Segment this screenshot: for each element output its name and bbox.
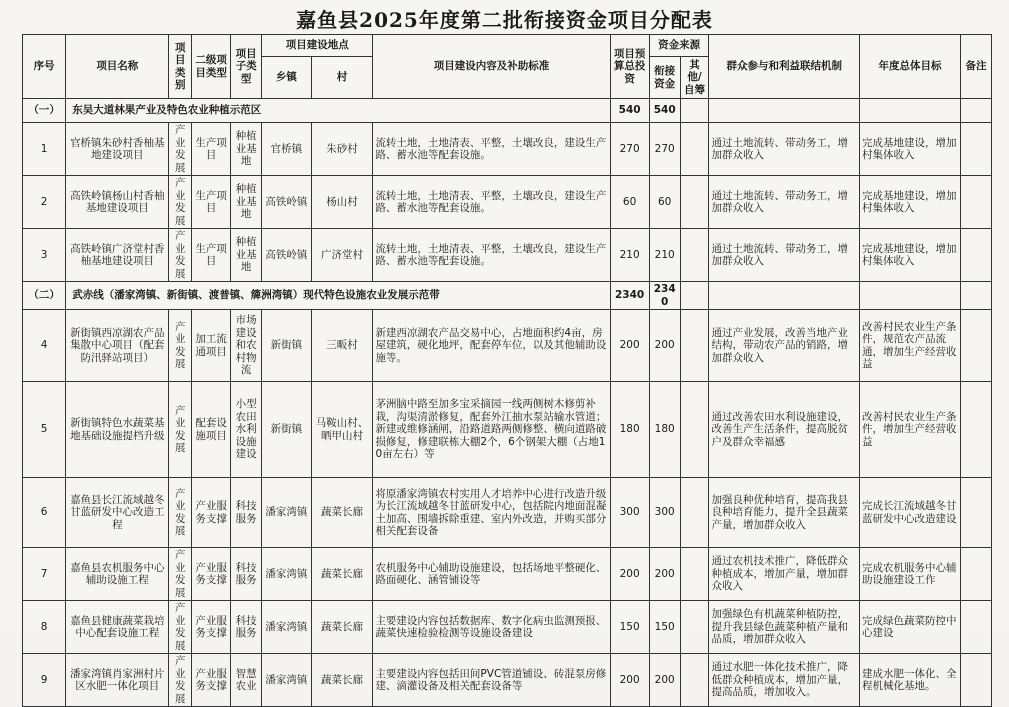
row-village: 朱砂村 bbox=[311, 123, 373, 176]
section-label: （一） bbox=[23, 99, 66, 123]
section-mechanism bbox=[709, 282, 860, 310]
row-town: 潘家湾镇 bbox=[262, 601, 311, 654]
row-subtype: 种植业基地 bbox=[231, 123, 262, 176]
row-type: 产业发展 bbox=[169, 478, 192, 548]
row-project-name: 新街镇特色水蔬菜基地基础设施提档升级 bbox=[66, 382, 169, 478]
section-goal bbox=[859, 282, 960, 310]
row-village: 杨山村 bbox=[311, 176, 373, 229]
row-fund: 200 bbox=[649, 548, 680, 601]
row-budget: 200 bbox=[610, 310, 649, 382]
header-mechanism: 群众参与和利益联结机制 bbox=[709, 35, 860, 99]
row-mechanism: 加强绿色有机蔬菜种植防控，提升我县绿色蔬菜种植产量和品质，增加群众收入 bbox=[709, 601, 860, 654]
row-type: 产业发展 bbox=[169, 123, 192, 176]
row-mechanism: 通过水肥一体化技术推广，降低群众种植成本，增加产量，提高品质，增加收入。 bbox=[709, 654, 860, 707]
row-project-name: 高铁岭镇杨山村香柚基地建设项目 bbox=[66, 176, 169, 229]
document-title: 嘉鱼县2025年度第二批衔接资金项目分配表 bbox=[296, 8, 713, 32]
row-project-name: 高铁岭镇广济堂村香柚基地建设项目 bbox=[66, 229, 169, 282]
header-funding: 资金来源 bbox=[649, 35, 709, 57]
section-goal bbox=[859, 99, 960, 123]
row-type: 产业发展 bbox=[169, 310, 192, 382]
row-town: 新街镇 bbox=[262, 382, 311, 478]
row-note bbox=[961, 548, 992, 601]
row-fund-other bbox=[680, 654, 709, 707]
section-budget: 2340 bbox=[610, 282, 649, 310]
row-mechanism: 通过农机技术推广，降低群众种植成本，增加产量，增加群众收入 bbox=[709, 548, 860, 601]
row-subtype2: 产业服务支撑 bbox=[192, 478, 231, 548]
row-seq: 1 bbox=[23, 123, 66, 176]
table-row bbox=[23, 176, 992, 229]
row-town: 高铁岭镇 bbox=[262, 229, 311, 282]
row-mechanism: 通过土地流转、带动务工，增加群众收入 bbox=[709, 229, 860, 282]
row-fund: 180 bbox=[649, 382, 680, 478]
row-village: 蔬菜长廊 bbox=[311, 654, 373, 707]
row-type: 产业发展 bbox=[169, 548, 192, 601]
row-note bbox=[961, 382, 992, 478]
row-type: 产业发展 bbox=[169, 654, 192, 707]
row-fund: 210 bbox=[649, 229, 680, 282]
row-fund: 300 bbox=[649, 478, 680, 548]
row-content: 流转土地，土地清表、平整，土壤改良，建设生产路、蓄水池等配套设施。 bbox=[373, 229, 610, 282]
row-note bbox=[961, 123, 992, 176]
row-fund-other bbox=[680, 382, 709, 478]
row-subtype: 科技服务 bbox=[231, 548, 262, 601]
row-fund-other bbox=[680, 548, 709, 601]
row-fund: 270 bbox=[649, 123, 680, 176]
row-project-name: 嘉鱼县农机服务中心辅助设施工程 bbox=[66, 548, 169, 601]
section-budget: 540 bbox=[610, 99, 649, 123]
row-subtype2: 产业服务支撑 bbox=[192, 654, 231, 707]
row-budget: 150 bbox=[610, 601, 649, 654]
header-type: 项目类别 bbox=[169, 35, 192, 99]
section-fund-other bbox=[680, 99, 709, 123]
row-goal: 完成基地建设，增加村集体收入 bbox=[859, 123, 960, 176]
header-budget: 项目预算总投资 bbox=[610, 35, 649, 99]
row-note bbox=[961, 654, 992, 707]
row-subtype2: 配套设施项目 bbox=[192, 382, 231, 478]
row-note bbox=[961, 176, 992, 229]
header-note: 备注 bbox=[961, 35, 992, 99]
row-fund: 150 bbox=[649, 601, 680, 654]
section-note bbox=[961, 99, 992, 123]
row-type: 产业发展 bbox=[169, 229, 192, 282]
section-row bbox=[23, 99, 992, 123]
row-mechanism: 通过产业发展，改善当地产业结构，带动农产品的销路，增加群众收入 bbox=[709, 310, 860, 382]
row-subtype: 科技服务 bbox=[231, 601, 262, 654]
header-subtype: 项目子类型 bbox=[231, 35, 262, 99]
table-row bbox=[23, 382, 992, 478]
table-row bbox=[23, 478, 992, 548]
row-subtype2: 生产项目 bbox=[192, 123, 231, 176]
section-mechanism bbox=[709, 99, 860, 123]
row-mechanism: 通过土地流转、带动务工，增加群众收入 bbox=[709, 123, 860, 176]
row-goal: 完成基地建设，增加村集体收入 bbox=[859, 229, 960, 282]
row-village: 蔬菜长廊 bbox=[311, 478, 373, 548]
row-content: 将原潘家湾镇农村实用人才培养中心进行改造升级为长江流域越冬甘蓝研发中心，包括院内地面混凝土加高、围墙拆除重建、室内外改造，并购买部分相关配套设备 bbox=[373, 478, 610, 548]
header-location: 项目建设地点 bbox=[262, 35, 373, 57]
section-label: （二） bbox=[23, 282, 66, 310]
row-fund: 60 bbox=[649, 176, 680, 229]
row-subtype: 种植业基地 bbox=[231, 176, 262, 229]
row-town: 新街镇 bbox=[262, 310, 311, 382]
row-subtype: 市场建设和农村物流 bbox=[231, 310, 262, 382]
row-subtype2: 产业服务支撑 bbox=[192, 548, 231, 601]
row-fund-other bbox=[680, 478, 709, 548]
row-subtype: 小型农田水利设施建设 bbox=[231, 382, 262, 478]
row-project-name: 新街镇西凉湖农产品集散中心项目（配套防汛驿站项目） bbox=[66, 310, 169, 382]
row-mechanism: 通过土地流转、带动务工，增加群众收入 bbox=[709, 176, 860, 229]
row-budget: 270 bbox=[610, 123, 649, 176]
table-row bbox=[23, 601, 992, 654]
row-town: 高铁岭镇 bbox=[262, 176, 311, 229]
row-town: 官桥镇 bbox=[262, 123, 311, 176]
row-subtype2: 加工流通项目 bbox=[192, 310, 231, 382]
row-subtype: 智慧农业 bbox=[231, 654, 262, 707]
header-town: 乡镇 bbox=[262, 57, 311, 99]
row-note bbox=[961, 601, 992, 654]
row-village: 蔬菜长廊 bbox=[311, 548, 373, 601]
row-content: 流转土地，土地清表、平整，土壤改良，建设生产路、蓄水池等配套设施。 bbox=[373, 176, 610, 229]
row-goal: 完成农机服务中心辅助设施建设工作 bbox=[859, 548, 960, 601]
row-seq: 8 bbox=[23, 601, 66, 654]
section-note bbox=[961, 282, 992, 310]
row-seq: 7 bbox=[23, 548, 66, 601]
row-subtype: 科技服务 bbox=[231, 478, 262, 548]
row-project-name: 官桥镇朱砂村香柚基地建设项目 bbox=[66, 123, 169, 176]
header-village: 村 bbox=[311, 57, 373, 99]
row-mechanism: 通过改善农田水利设施建设，改善生产生活条件，提高脱贫户及群众幸福感 bbox=[709, 382, 860, 478]
row-content: 流转土地，土地清表、平整，土壤改良，建设生产路、蓄水池等配套设施。 bbox=[373, 123, 610, 176]
row-goal: 改善村民农业生产条件，规范农产品流通，增加生产经营收益 bbox=[859, 310, 960, 382]
row-goal: 完成长江流域越冬甘蓝研发中心改造建设 bbox=[859, 478, 960, 548]
row-content: 茅洲脑中路至加多宝采摘园一线两侧树木修剪补栽，沟渠清淤修复，配套外江抽水泵站输水管道；新建或维修涵闸，沿路道路两侧修整、横向道路破损修复，修建联栋大棚2个，6个钢架大棚（占地10亩左右）等 bbox=[373, 382, 610, 478]
row-project-name: 潘家湾镇肖家洲村片区水肥一体化项目 bbox=[66, 654, 169, 707]
table-row bbox=[23, 229, 992, 282]
row-village: 广济堂村 bbox=[311, 229, 373, 282]
row-subtype2: 生产项目 bbox=[192, 229, 231, 282]
row-subtype2: 产业服务支撑 bbox=[192, 601, 231, 654]
row-town: 潘家湾镇 bbox=[262, 478, 311, 548]
row-note bbox=[961, 478, 992, 548]
section-fund: 540 bbox=[649, 99, 680, 123]
row-seq: 6 bbox=[23, 478, 66, 548]
row-subtype: 种植业基地 bbox=[231, 229, 262, 282]
header-fund-other: 其他/自筹 bbox=[680, 57, 709, 99]
header-seq: 序号 bbox=[23, 35, 66, 99]
row-fund-other bbox=[680, 310, 709, 382]
row-budget: 200 bbox=[610, 548, 649, 601]
table-row bbox=[23, 654, 992, 707]
table-row bbox=[23, 310, 992, 382]
section-title: 东吴大道林果产业及特色农业种植示范区 bbox=[66, 99, 610, 123]
row-content: 主要建设内容包括数据库、数字化病虫监测预报、蔬菜快速检验检测等设施设备建设 bbox=[373, 601, 610, 654]
row-village: 三畈村 bbox=[311, 310, 373, 382]
row-village: 马鞍山村、晒甲山村 bbox=[311, 382, 373, 478]
row-seq: 3 bbox=[23, 229, 66, 282]
row-goal: 完成绿色蔬菜防控中心建设 bbox=[859, 601, 960, 654]
header-subtype2: 二级项目类型 bbox=[192, 35, 231, 99]
row-goal: 完成基地建设，增加村集体收入 bbox=[859, 176, 960, 229]
row-town: 潘家湾镇 bbox=[262, 654, 311, 707]
row-fund-other bbox=[680, 601, 709, 654]
header-goal: 年度总体目标 bbox=[859, 35, 960, 99]
row-budget: 210 bbox=[610, 229, 649, 282]
header-fund-xj: 衔接资金 bbox=[649, 57, 680, 99]
row-note bbox=[961, 229, 992, 282]
row-seq: 5 bbox=[23, 382, 66, 478]
row-fund-other bbox=[680, 176, 709, 229]
row-fund: 200 bbox=[649, 310, 680, 382]
row-note bbox=[961, 310, 992, 382]
row-project-name: 嘉鱼县健康蔬菜栽培中心配套设施工程 bbox=[66, 601, 169, 654]
row-project-name: 嘉鱼县长江流域越冬甘蓝研发中心改造工程 bbox=[66, 478, 169, 548]
row-goal: 建成水肥一体化、全程机械化基地。 bbox=[859, 654, 960, 707]
row-content: 农机服务中心辅助设施建设，包括场地平整硬化、路面硬化、涵管铺设等 bbox=[373, 548, 610, 601]
section-fund: 2340 bbox=[649, 282, 680, 310]
row-type: 产业发展 bbox=[169, 176, 192, 229]
row-budget: 200 bbox=[610, 654, 649, 707]
header-name: 项目名称 bbox=[66, 35, 169, 99]
row-budget: 180 bbox=[610, 382, 649, 478]
row-seq: 9 bbox=[23, 654, 66, 707]
row-subtype2: 生产项目 bbox=[192, 176, 231, 229]
row-type: 产业发展 bbox=[169, 601, 192, 654]
row-town: 潘家湾镇 bbox=[262, 548, 311, 601]
row-fund-other bbox=[680, 123, 709, 176]
section-title: 武赤线（潘家湾镇、新街镇、渡普镇、簰洲湾镇）现代特色设施农业发展示范带 bbox=[66, 282, 610, 310]
header-content: 项目建设内容及补助标准 bbox=[373, 35, 610, 99]
row-mechanism: 加强良种优种培育，提高我县良种培育能力，提升全县蔬菜产量，增加群众收入 bbox=[709, 478, 860, 548]
row-type: 产业发展 bbox=[169, 382, 192, 478]
row-budget: 300 bbox=[610, 478, 649, 548]
section-row bbox=[23, 282, 992, 310]
row-fund: 200 bbox=[649, 654, 680, 707]
row-seq: 4 bbox=[23, 310, 66, 382]
row-village: 蔬菜长廊 bbox=[311, 601, 373, 654]
row-fund-other bbox=[680, 229, 709, 282]
row-goal: 改善村民农业生产条件，增加生产经营收益 bbox=[859, 382, 960, 478]
row-content: 主要建设内容包括田间PVC管道铺设、砖混泵房修建、滴灌设备及相关配套设备等 bbox=[373, 654, 610, 707]
table-row bbox=[23, 548, 992, 601]
header-row bbox=[23, 35, 992, 57]
allocation-table bbox=[22, 34, 992, 707]
row-content: 新建西凉湖农产品交易中心，占地面积约4亩，房屋建筑，硬化地坪，配套停车位，以及其他辅助设施等。 bbox=[373, 310, 610, 382]
row-budget: 60 bbox=[610, 176, 649, 229]
row-seq: 2 bbox=[23, 176, 66, 229]
section-fund-other bbox=[680, 282, 709, 310]
table-row bbox=[23, 123, 992, 176]
